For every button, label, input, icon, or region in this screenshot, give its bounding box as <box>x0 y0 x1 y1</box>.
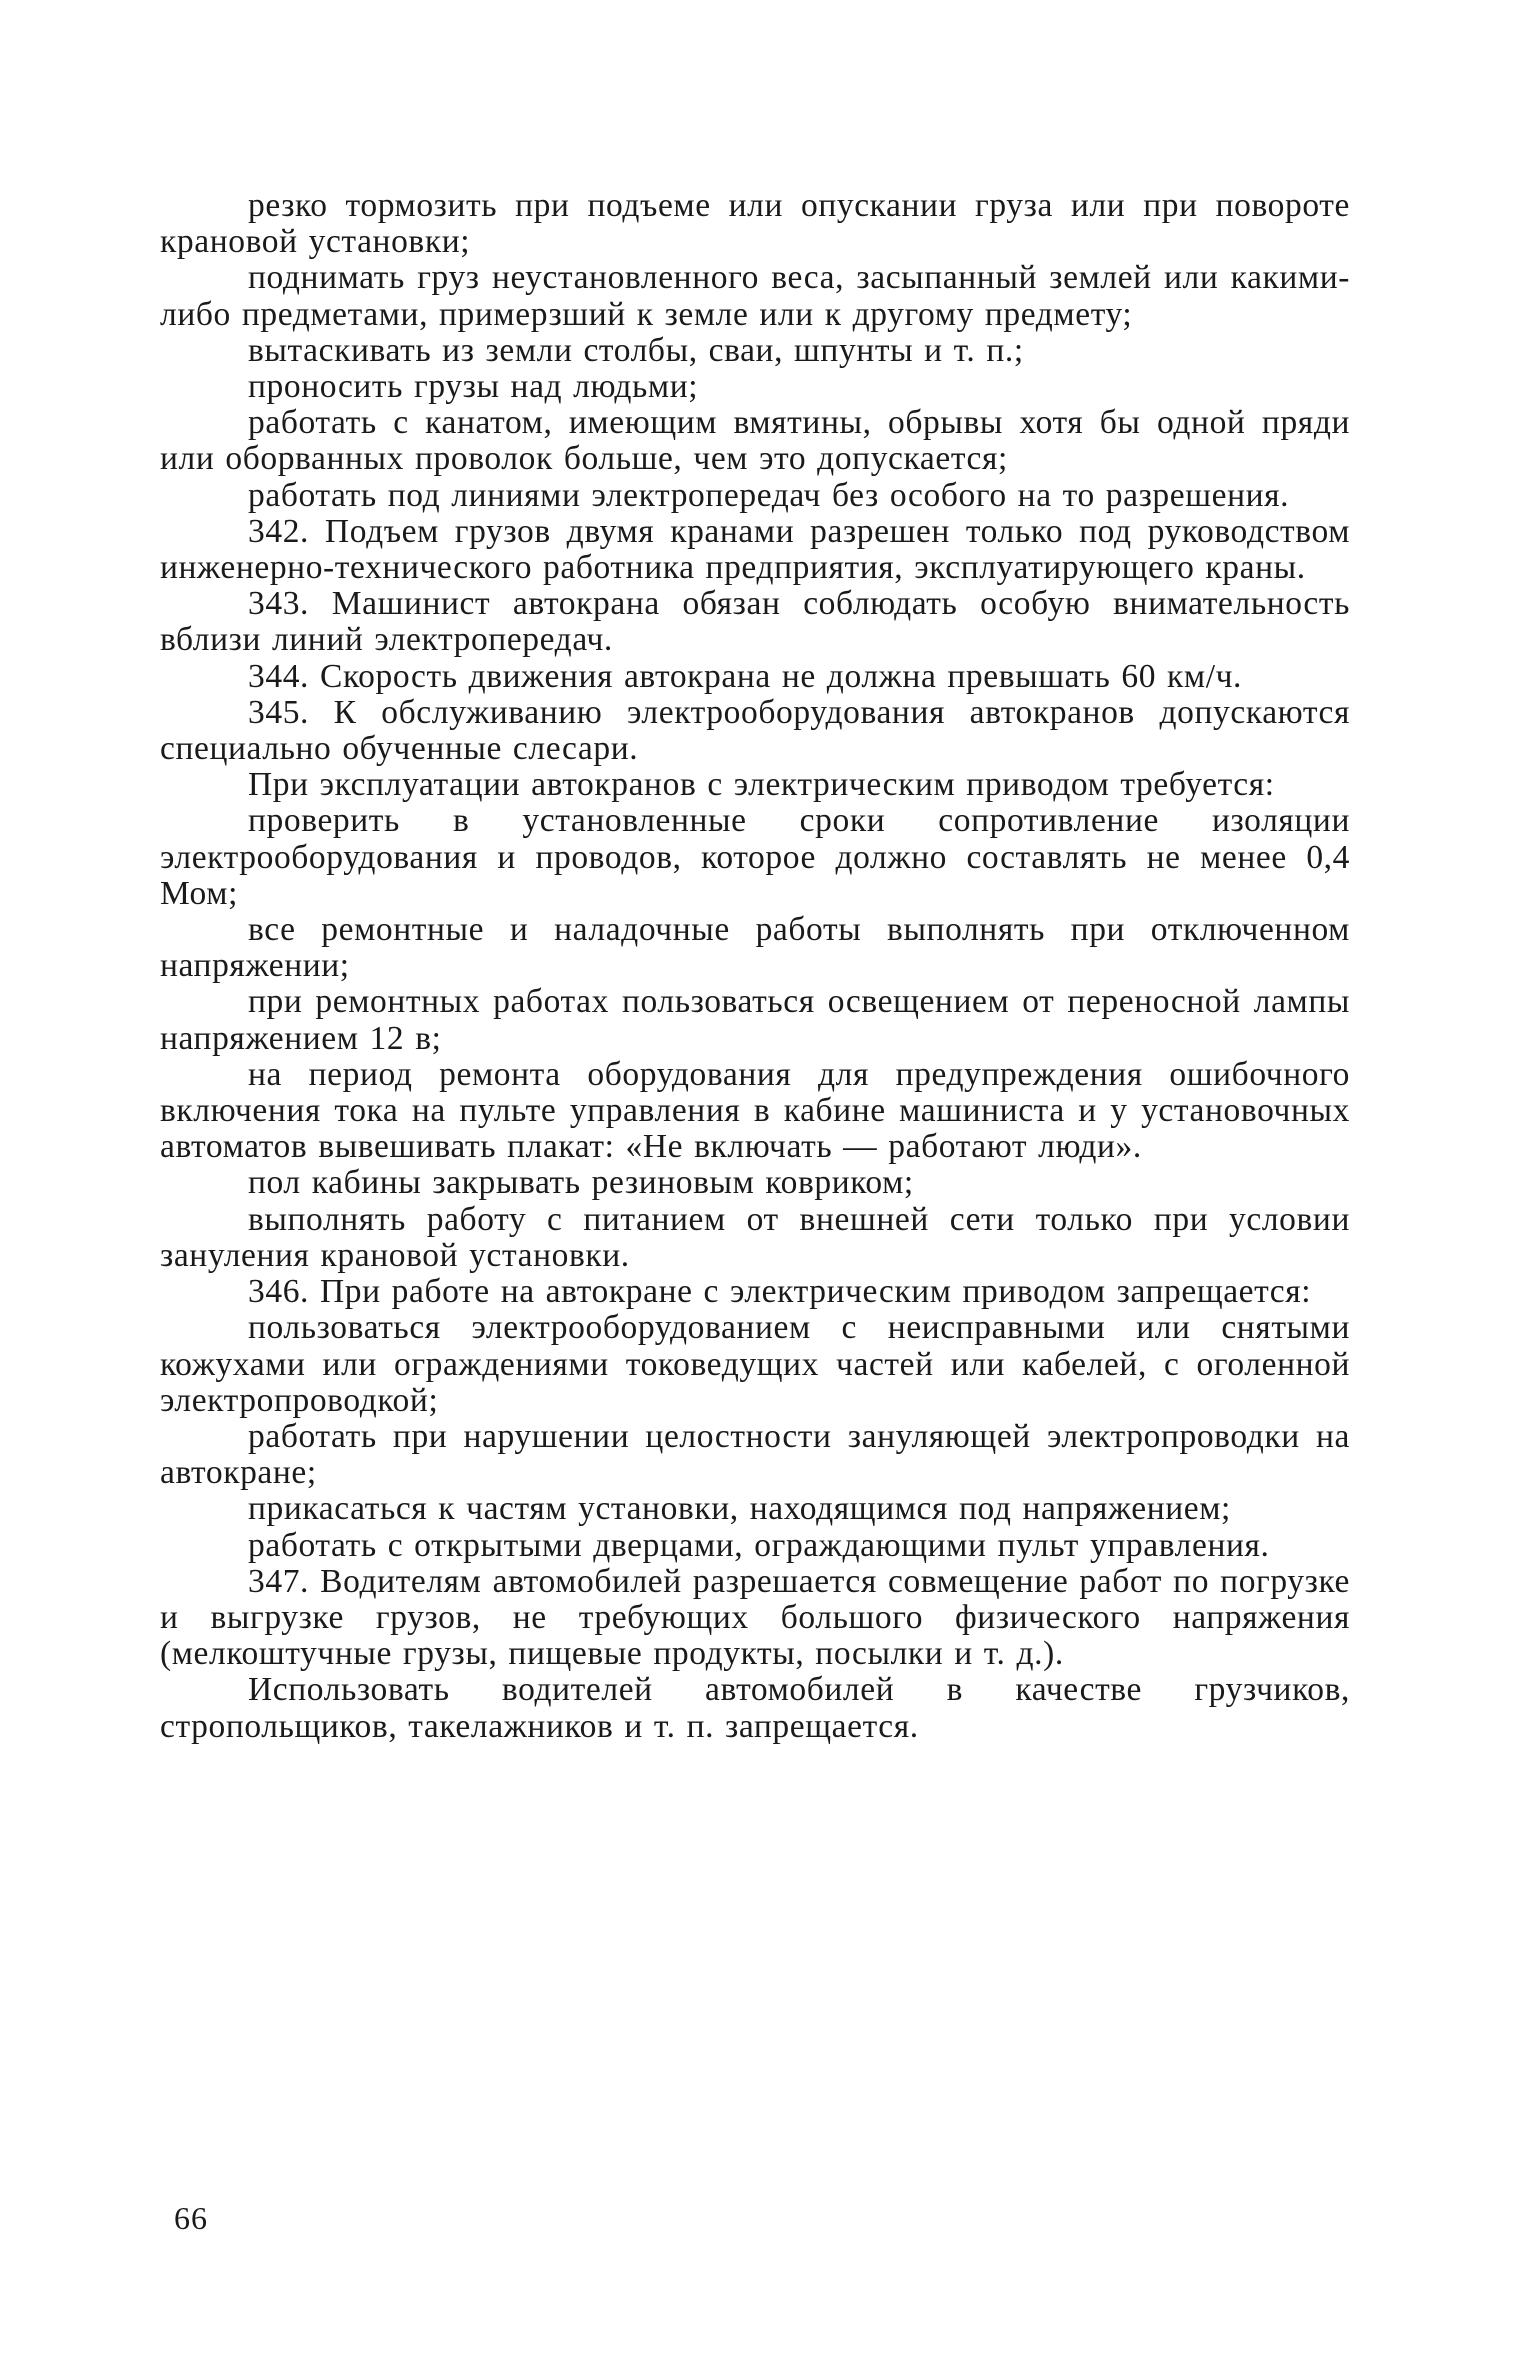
paragraph-requirement-3: при ремонтных работах пользоваться освещением от переносной лампы напряжением 12 в; <box>160 983 1350 1057</box>
paragraph-final: Использовать водителей автомобилей в качестве грузчиков, стропольщиков, такелажников и т. п. запрещается. <box>160 1671 1350 1745</box>
paragraph-347: 347. Водителям автомобилей разрешается совмещение работ по погрузке и выгрузке грузов, не требующих большого физического напряжения (мелкоштучные грузы, пищевые продукты, посылки и т. д.). <box>160 1562 1350 1673</box>
paragraph-requirement-6: выполнять работу с питанием от внешней сети только при условии зануления крановой установки. <box>160 1200 1350 1274</box>
paragraph-6: работать под линиями электропередач без особого на то разрешения. <box>248 476 1290 514</box>
paragraph-requirement-5: пол кабины закрывать резиновым ковриком; <box>248 1164 914 1202</box>
paragraph-requirement-1: проверить в установленные сроки сопротивление изоляции электрооборудования и проводов, которое должно составлять не менее 0,4 Мом; <box>160 802 1350 912</box>
paragraph-prohibition-1: пользоваться электрооборудованием с неисправными или снятыми кожухами или ограждениями токоведущих частей или кабелей, с оголенной электропроводкой; <box>160 1309 1350 1419</box>
paragraph-prohibition-3: прикасаться к частям установки, находящимся под напряжением; <box>248 1490 1231 1528</box>
paragraph-prohibition-2: работать при нарушении целостности зануляющей электропроводки на автокране; <box>160 1417 1350 1492</box>
paragraph-342: 342. Подъем грузов двумя кранами разрешен только под руководством инженерно-технического работника предприятия, эксплуатирующего краны. <box>160 512 1350 587</box>
paragraph-requirement-4: на период ремонта оборудования для предупреждения ошибочного включения тока на пульте управления в кабине машиниста и у установочных автоматов вывешивать плакат: «Не включать — работают люди». <box>160 1055 1350 1166</box>
paragraph-requirements-intro: При эксплуатации автокранов с электрическим приводом требуется: <box>248 766 1275 804</box>
paragraph-344: 344. Скорость движения автокрана не должна превышать 60 км/ч. <box>248 657 1243 695</box>
paragraph-prohibition-4: работать с открытыми дверцами, ограждающими пульт управления. <box>248 1526 1270 1564</box>
paragraph-4: проносить грузы над людьми; <box>248 368 699 406</box>
paragraph-requirement-2: все ремонтные и наладочные работы выполнять при отключенном напряжении; <box>160 911 1350 985</box>
paragraph-1: резко тормозить при подъеме или опускании груза или при повороте крановой установки; <box>160 187 1350 261</box>
paragraph-343: 343. Машинист автокрана обязан соблюдать особую внимательность вблизи линий электропередач. <box>160 585 1350 659</box>
paragraph-2: поднимать груз неустановленного веса, засыпанный землей или какими-либо предметами, примерзший к земле или к другому предмету; <box>160 259 1350 333</box>
paragraph-346: 346. При работе на автокране с электрическим приводом запрещается: <box>248 1273 1312 1311</box>
paragraph-5: работать с канатом, имеющим вмятины, обрывы хотя бы одной пряди или оборванных проволок больше, чем это допускается; <box>160 404 1350 478</box>
page-number: 66 <box>174 2200 208 2236</box>
paragraph-3: вытаскивать из земли столбы, сваи, шпунты и т. п.; <box>248 331 1024 369</box>
paragraph-345: 345. К обслуживанию электрооборудования автокранов допускаются специально обученные слесари. <box>160 693 1350 768</box>
page-body <box>160 188 1350 1745</box>
